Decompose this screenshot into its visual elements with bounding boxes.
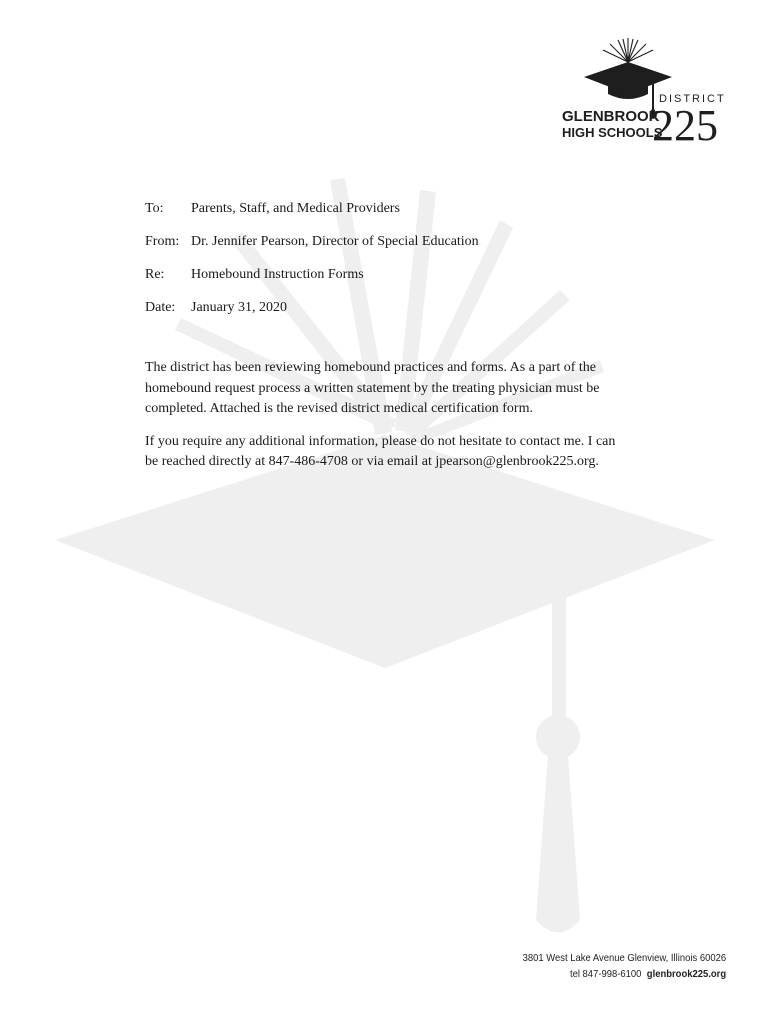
footer-phone: tel 847-998-6100	[569, 968, 642, 980]
memo-re-value: Homebound Instruction Forms	[191, 266, 364, 282]
footer-contact-line	[523, 966, 726, 982]
logo-225-text: 225	[652, 101, 718, 150]
memo-date-label: Date:	[145, 299, 176, 315]
memo-date-row	[145, 291, 479, 324]
letterhead-footer	[523, 950, 726, 982]
memo-from-label: From:	[145, 233, 180, 249]
memo-date-value: January 31, 2020	[191, 299, 288, 315]
memo-from-row	[145, 225, 479, 258]
memo-header	[145, 192, 479, 324]
body-paragraph-2: If you require any additional information, please do not hesitate to contact me. I can be reached directly at 847-486-4708 or via email at jpearson@glenbrook225.org.	[145, 433, 616, 469]
memo-to-label: To:	[145, 200, 164, 216]
footer-website: glenbrook225.org	[646, 968, 726, 980]
memo-re-label: Re:	[145, 266, 165, 282]
logo-cap-icon	[584, 62, 672, 94]
memo-re-row	[145, 258, 479, 291]
memo-body	[145, 358, 630, 485]
logo-sunburst-icon	[603, 38, 653, 62]
footer-address: 3801 West Lake Avenue Glenview, Illinois 60026	[522, 952, 726, 964]
body-paragraph-1: The district has been reviewing homebound practices and forms. As a part of the homebound request process a written statement by the treating physician must be completed. Attached is the revised district medical certification form.	[145, 360, 600, 416]
logo-glenbrook-text: GLENBROOK	[562, 108, 660, 125]
memo-from-value: Dr. Jennifer Pearson, Director of Special Education	[191, 233, 479, 249]
memo-to-value: Parents, Staff, and Medical Providers	[191, 200, 400, 216]
district-225-logo	[556, 34, 736, 154]
memo-to-row	[145, 192, 479, 225]
logo-district-text: DISTRICT	[659, 93, 726, 105]
logo-high-schools-text: HIGH SCHOOLS	[562, 125, 663, 140]
